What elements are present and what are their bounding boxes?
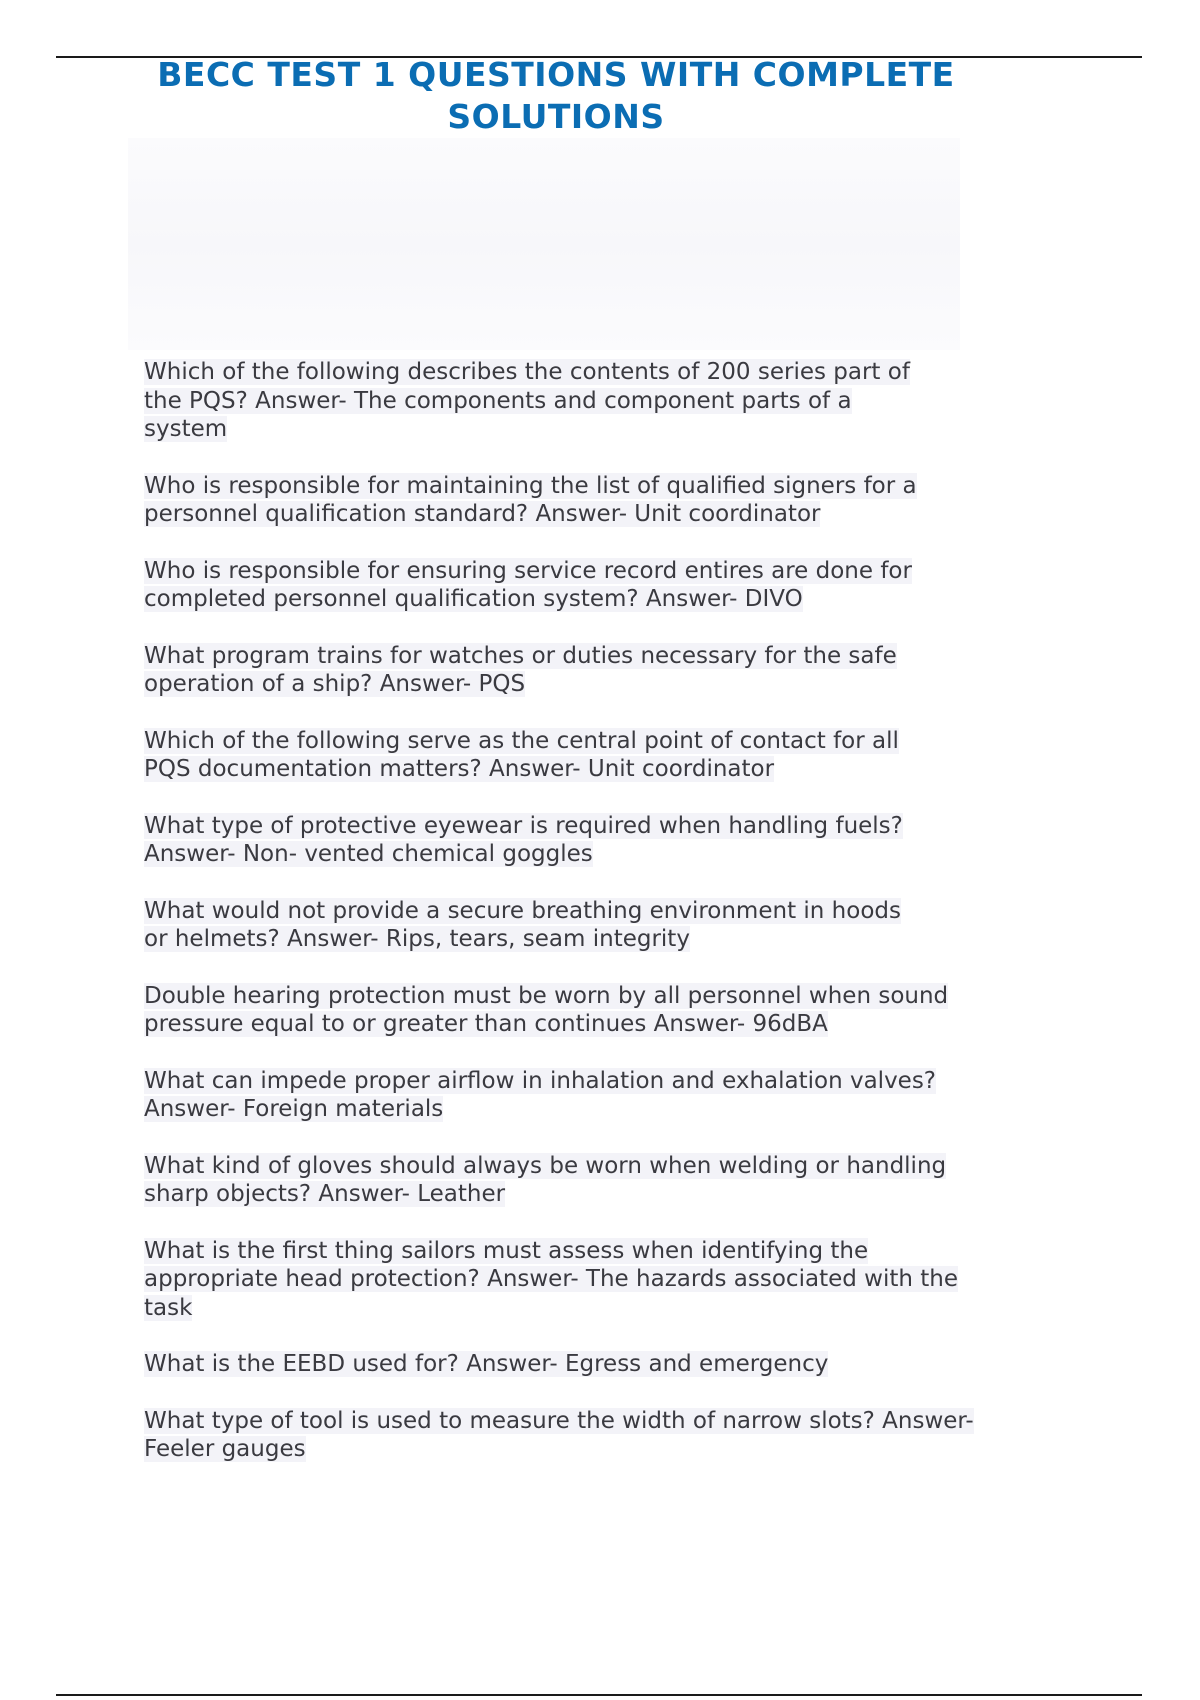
qa-text: Which of the following serve as the central point of contact for all PQS documentation matters? Answer- Unit coordinator: [144, 727, 899, 782]
qa-item: [144, 1350, 1044, 1379]
document-title: BECC TEST 1 QUESTIONS WITH COMPLETE SOLUTIONS: [157, 55, 955, 136]
qa-text: What can impede proper airflow in inhalation and exhalation valves? Answer- Foreign materials: [144, 1067, 937, 1122]
qa-text: What type of tool is used to measure the width of narrow slots? Answer- Feeler gauges: [144, 1407, 974, 1462]
qa-text: Who is responsible for maintaining the list of qualified signers for a personnel qualification standard? Answer- Unit coordinator: [144, 472, 917, 527]
qa-text: Double hearing protection must be worn by all personnel when sound pressure equal to or greater than continues Answer- 96dBA: [144, 982, 949, 1037]
qa-item: [144, 727, 1044, 784]
qa-list: [144, 358, 1044, 1492]
qa-text: What type of protective eyewear is required when handling fuels? Answer- Non- vented chemical goggles: [144, 812, 903, 867]
qa-item: [144, 1067, 1044, 1124]
qa-item: [144, 472, 1044, 529]
qa-text: What program trains for watches or duties necessary for the safe operation of a ship? Answer- PQS: [144, 642, 897, 697]
qa-text: What would not provide a secure breathing environment in hoods or helmets? Answer- Rips, tears, seam integrity: [144, 897, 901, 952]
title-background-shade: [128, 138, 960, 350]
qa-item: [144, 1237, 1044, 1323]
qa-text: What kind of gloves should always be worn when welding or handling sharp objects? Answer- Leather: [144, 1152, 947, 1207]
qa-item: [144, 897, 1044, 954]
qa-item: [144, 358, 1044, 444]
qa-item: [144, 1407, 1044, 1464]
qa-text: What is the EEBD used for? Answer- Egress and emergency: [144, 1351, 829, 1377]
qa-item: [144, 557, 1044, 614]
qa-item: [144, 1152, 1044, 1209]
qa-item: [144, 982, 1044, 1039]
qa-text: What is the first thing sailors must assess when identifying the appropriate head protection? Answer- The hazards associated with the task: [144, 1237, 958, 1321]
qa-text: Who is responsible for ensuring service record entires are done for completed personnel qualification system? Answer- DIVO: [144, 557, 912, 612]
footer-rule: [56, 1694, 1142, 1696]
qa-text: Which of the following describes the contents of 200 series part of the PQS? Answer- The components and component parts of a system: [144, 359, 910, 442]
qa-item: [144, 642, 1044, 699]
qa-item: [144, 812, 1044, 869]
